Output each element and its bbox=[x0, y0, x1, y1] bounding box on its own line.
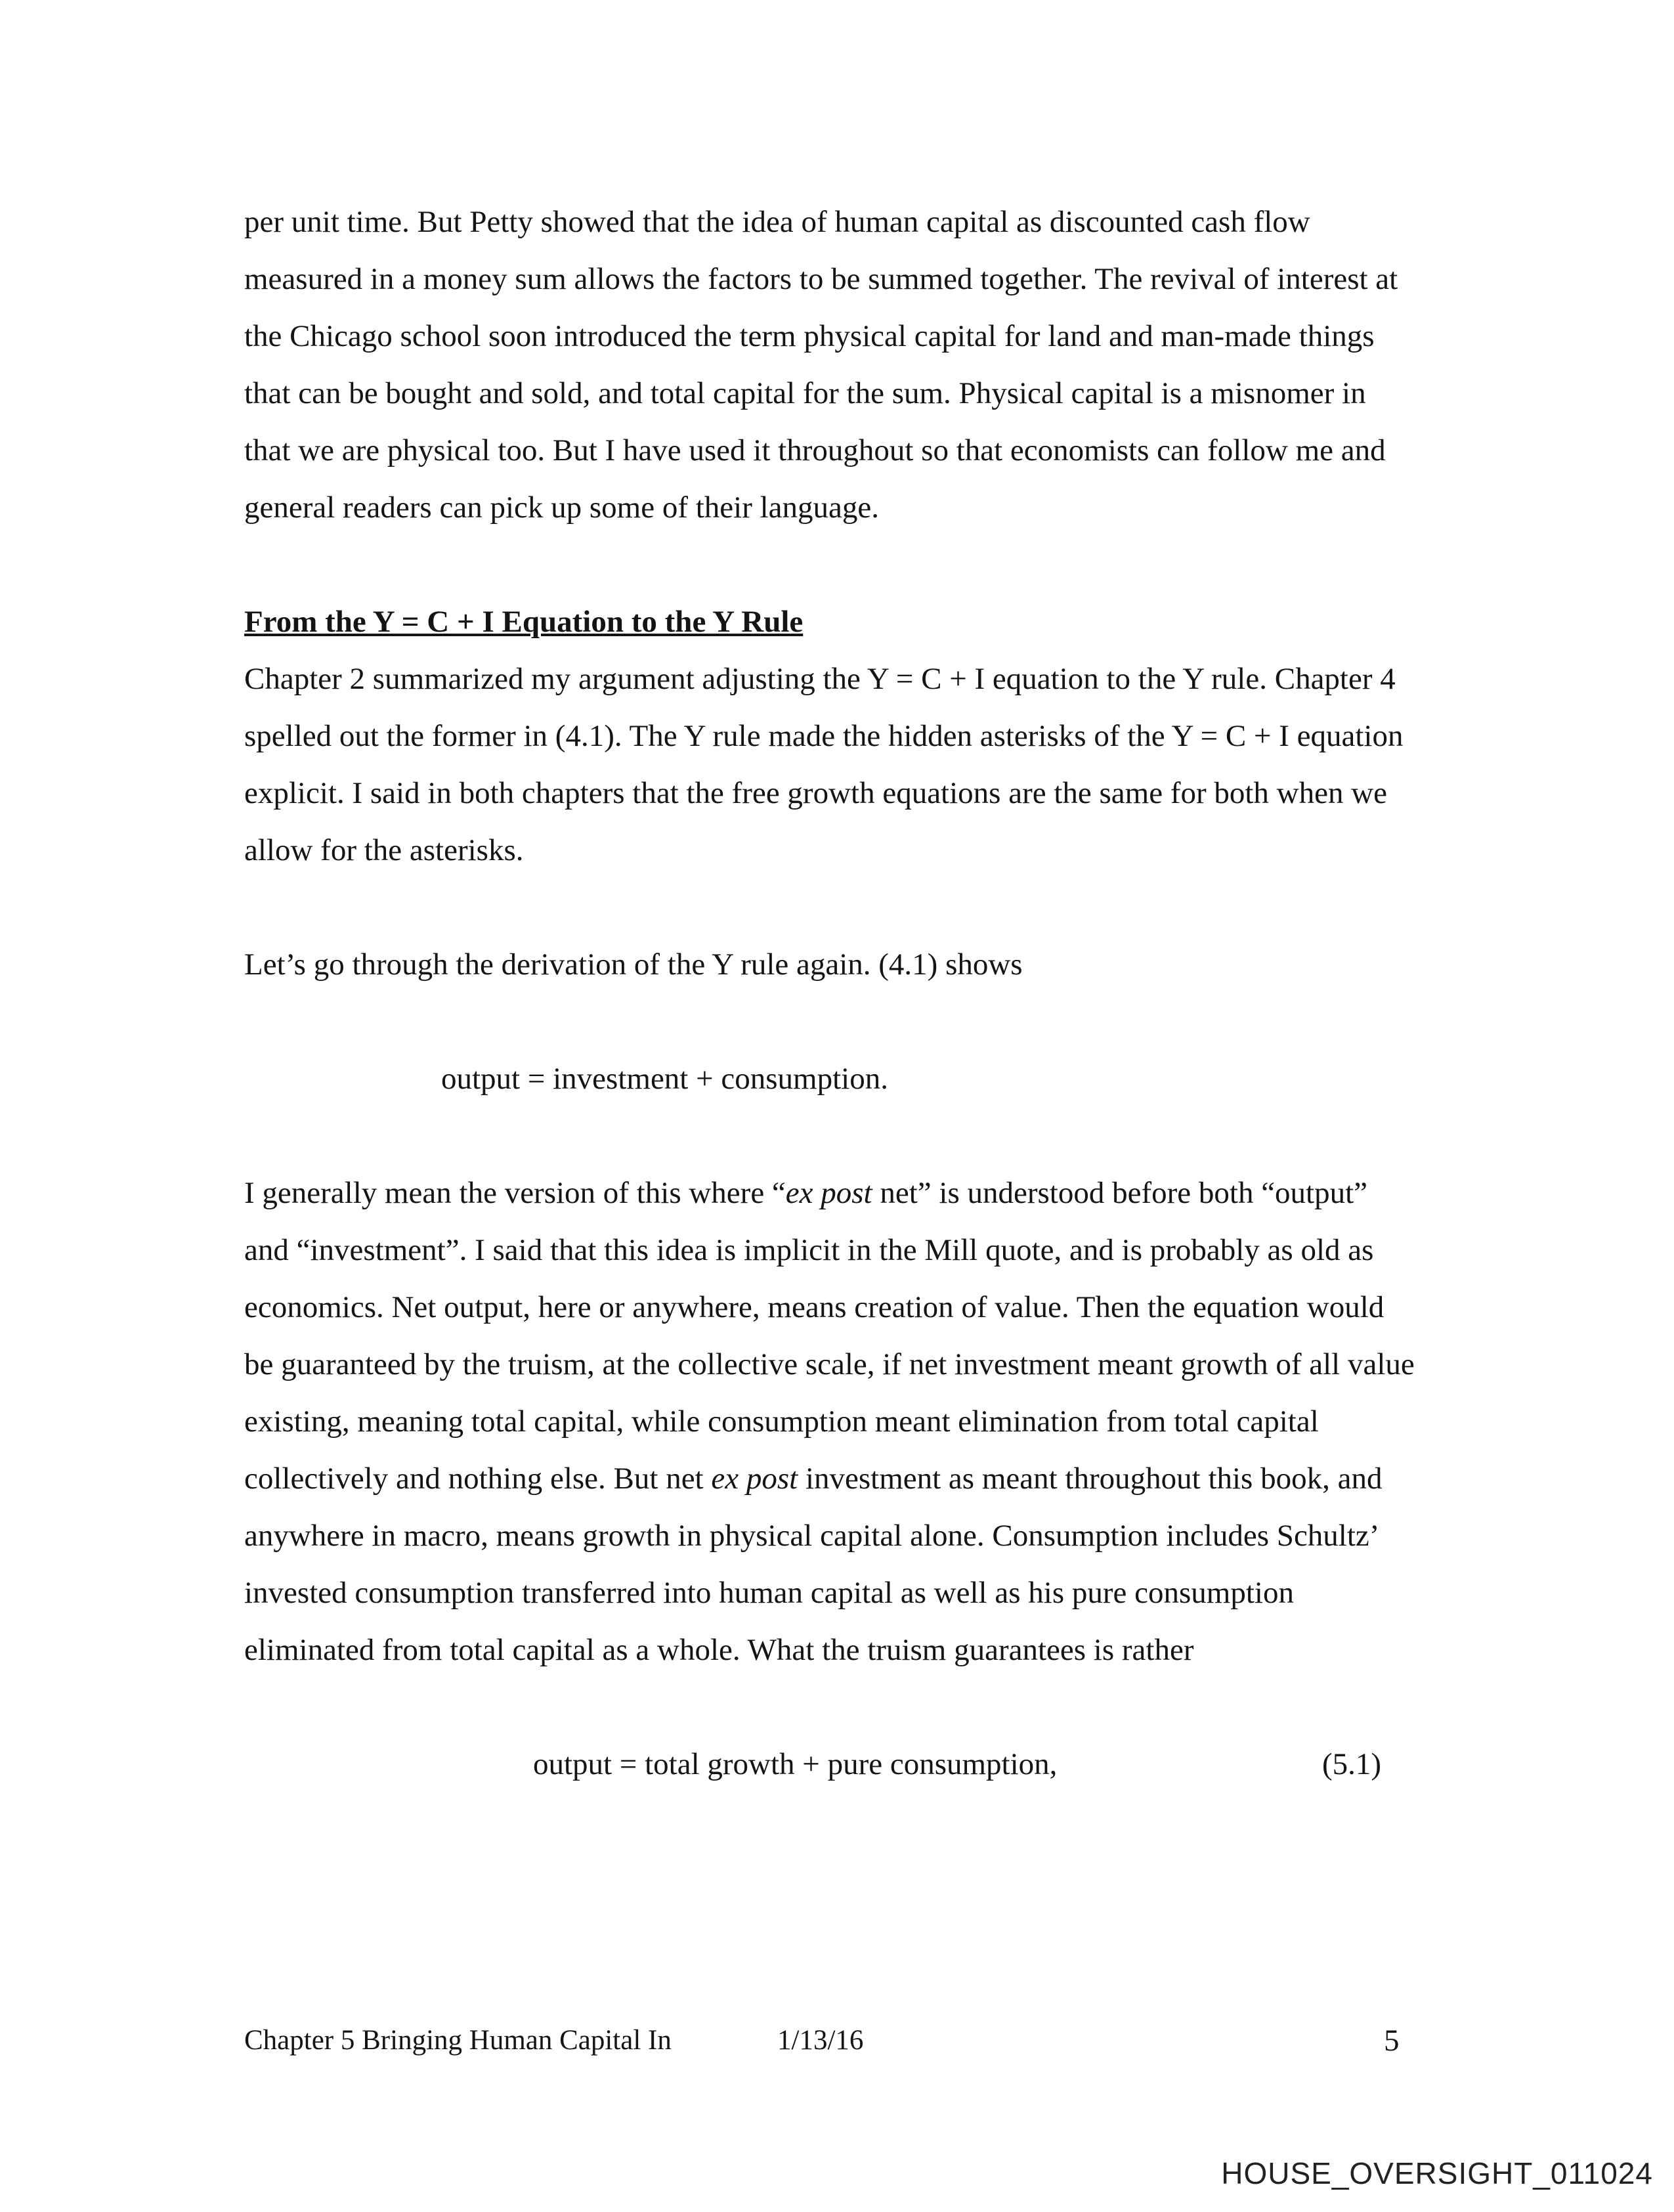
paragraph-1: per unit time. But Petty showed that the idea of human capital as discounted cash flow measured in a money sum allows the factors to be summed together. The revival of interest at the Chicago school soon introduced the term physical capital for land and man-made things that can be bought and sold, and total capital for the sum. Physical capital is a misnomer in that we are physical too. But I have used it throughout so that economists can follow me and general readers can pick up some of their language. bbox=[244, 205, 1398, 525]
paragraph-4-part-2: net” is understood before both “output” and “investment”. I said that this idea is implicit in the Mill quote, and is probably as old as economics. Net output, here or anywhere, means creation of value. Then the equation would be guaranteed by the truism, at the collective scale, if net investment meant growth of all value existing, meaning total capital, while consumption meant elimination from total capital collectively and nothing else. But net bbox=[244, 1176, 1415, 1496]
footer-date: 1/13/16 bbox=[777, 2025, 864, 2056]
paragraph-4-part-1: I generally mean the version of this where “ bbox=[244, 1176, 786, 1210]
paragraph-4-italic-1: ex post bbox=[785, 1176, 872, 1210]
equation-2-number: (5.1) bbox=[1321, 1747, 1381, 1781]
paragraph-2: Chapter 2 summarized my argument adjusting the Y = C + I equation to the Y rule. Chapter 4 spelled out the former in (4.1). The Y rule made the hidden asterisks of the Y = C + I equation explicit. I said in both chapters that the free growth equations are the same for both when we allow for the asterisks. bbox=[244, 662, 1404, 867]
paragraph-4-italic-2: ex post bbox=[711, 1462, 798, 1496]
section-heading-text: From the Y = C + I Equation to the Y Rule bbox=[244, 605, 804, 639]
section-heading bbox=[244, 594, 1419, 651]
paragraph-3: Let’s go through the derivation of the Y rule again. (4.1) shows bbox=[244, 947, 1023, 982]
page-body bbox=[244, 194, 1419, 1793]
paragraph-4-part-3: investment as meant throughout this book, and anywhere in macro, means growth in physical capital alone. Consumption includes Schultz’ invested consumption transferred into human capital as well as his pure consumption eliminated from total capital as a whole. What the truism guarantees is rather bbox=[244, 1462, 1383, 1667]
equation-1: output = investment + consumption. bbox=[441, 1062, 888, 1096]
paragraph-4 bbox=[244, 1165, 1419, 1679]
page-footer bbox=[0, 2021, 1674, 2060]
equation-2-row bbox=[244, 1736, 1419, 1793]
footer-page-number: 5 bbox=[1384, 2024, 1400, 2058]
bates-stamp: HOUSE_OVERSIGHT_011024 bbox=[1221, 2156, 1653, 2190]
equation-2: output = total growth + pure consumption, bbox=[533, 1747, 1058, 1781]
footer-chapter-title: Chapter 5 Bringing Human Capital In bbox=[244, 2025, 672, 2056]
